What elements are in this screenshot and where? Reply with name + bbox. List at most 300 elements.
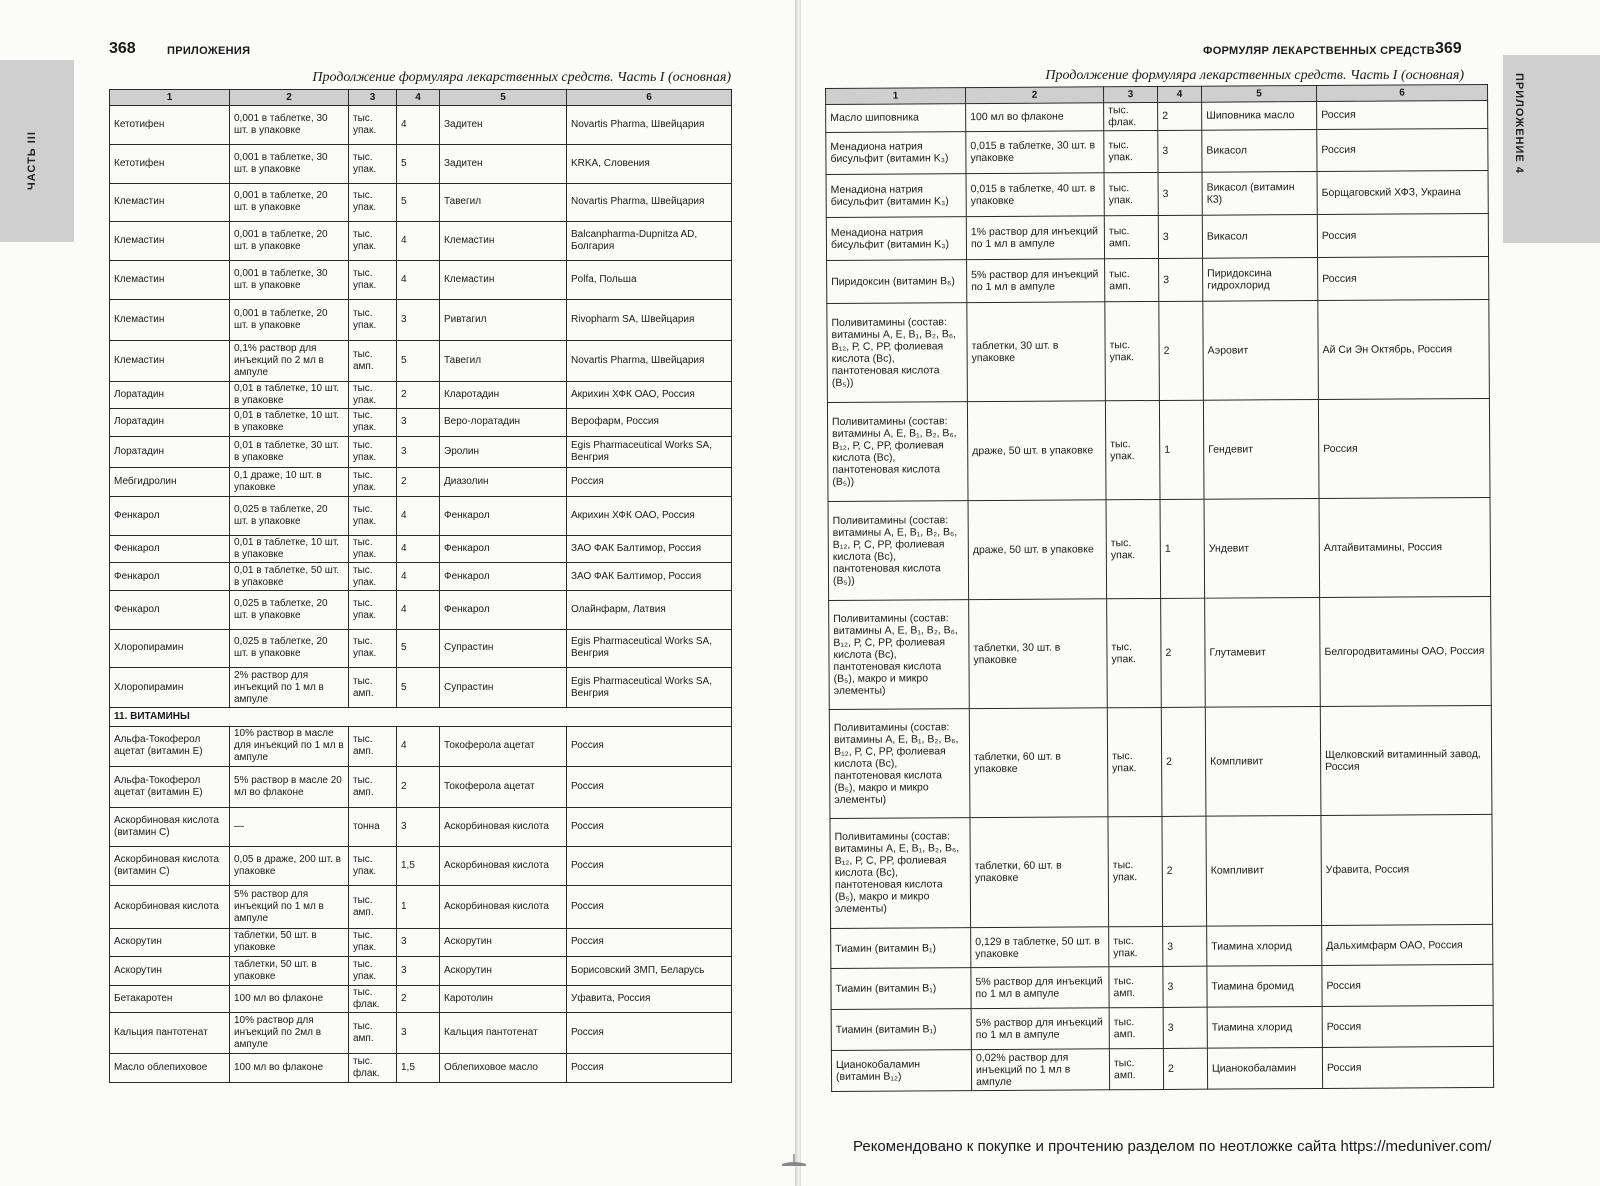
trade-name-cell: Облепиховое масло [440,1054,567,1083]
drug-name-cell: Аскорутин [110,957,230,986]
dosage-form-cell: 0,025 в таблетке, 20 шт. в упаковке [230,496,349,535]
trade-name-cell: Каротолин [440,985,567,1013]
dosage-form-cell: 5% раствор в масле 20 мл во флаконе [230,767,349,808]
level-cell: 3 [1158,130,1202,173]
dosage-form-cell: 0,015 в таблетке, 40 шт. в упаковке [966,173,1104,217]
manufacturer-cell: Россия [567,928,732,957]
table-row [110,885,732,928]
right-side-tab [1503,55,1600,243]
right-page-number: 369 [1435,40,1462,57]
manufacturer-cell: Polfa, Польша [567,261,732,300]
table-row [110,144,732,183]
manufacturer-cell: Россия [567,885,732,928]
level-cell: 5 [397,629,440,668]
trade-name-cell: Тиамина хлорид [1207,1007,1322,1049]
website-recommendation-note: Рекомендовано к покупке и прочтению разделом по неотложке сайта https://meduniver.com/ [853,1138,1492,1155]
manufacturer-cell: Дальхимфарм ОАО, Россия [1322,924,1493,966]
unit-cell: тыс. упак. [349,436,397,468]
unit-cell: тыс. упак. [349,144,397,183]
dosage-form-cell: 0,015 в таблетке, 30 шт. в упаковке [966,130,1104,174]
unit-cell: тыс. упак. [349,261,397,300]
unit-cell: тыс. упак. [349,468,397,497]
unit-cell: тыс. упак. [1109,926,1163,967]
drug-name-cell: Фенкарол [110,535,230,563]
left-header-col-2: 2 [230,90,349,106]
unit-cell: тыс. упак. [349,563,397,591]
level-cell: 3 [1163,926,1207,967]
manufacturer-cell: Egis Pharmaceutical Works SA, Венгрия [567,629,732,668]
level-cell: 5 [397,340,440,381]
table-row [110,668,732,708]
manufacturer-cell: Борщаговский ХФЗ, Украина [1317,171,1488,215]
manufacturer-cell: Rivopharm SA, Швейцария [567,299,732,340]
drug-name-cell: Лоратадин [110,436,230,468]
table-row [831,965,1493,1010]
left-header-col-4: 4 [397,90,440,106]
trade-name-cell: Фенкарол [440,496,567,535]
drug-name-cell: Поливитамины (состав: витамины А, Е, B₁, B₂, B₆, B₁₂, Р, С, РР, фолиевая кислота (Вс), пантотеновая кислота (B₅)) [827,303,968,403]
unit-cell: тонна [349,808,397,847]
dosage-form-cell: 0,129 в таблетке, 50 шт. в упаковке [971,926,1109,968]
dosage-form-cell: 5% раствор для инъекций по 1 мл в ампуле [971,967,1109,1009]
drug-name-cell: Тиамин (витамин B₁) [831,1009,971,1051]
level-cell: 2 [1159,301,1204,400]
dosage-form-cell: 0,05 в драже, 200 шт. в упаковке [230,847,349,886]
dosage-form-cell: таблетки, 50 шт. в упаковке [230,957,349,986]
trade-name-cell: Токоферола ацетат [440,767,567,808]
trade-name-cell: Аскорбиновая кислота [440,885,567,928]
dosage-form-cell: драже, 50 шт. в упаковке [968,500,1107,600]
table-row [110,436,732,468]
trade-name-cell: Тиамина бромид [1207,966,1322,1008]
unit-cell: тыс. амп. [1104,216,1158,259]
drug-name-cell: Пиридоксин (витамин B₆) [827,260,967,304]
manufacturer-cell: Россия [567,1013,732,1054]
unit-cell: тыс. упак. [1107,598,1162,708]
manufacturer-cell: Акрихин ХФК ОАО, Россия [567,496,732,535]
unit-cell: тыс. упак. [349,957,397,986]
level-cell: 4 [397,563,440,591]
dosage-form-cell: 100 мл во флаконе [966,103,1104,131]
spine-fold-mark [782,1150,806,1166]
left-table-header [110,90,732,106]
drug-name-cell: Бетакаротен [110,985,230,1013]
drug-name-cell: Поливитамины (состав: витамины А, Е, B₁, B₂, B₆, B₁₂, Р, С, РР, фолиевая кислота (Bc), пантотеновая кислота (B₅), макро и микро элементы) [830,818,971,928]
level-cell: 3 [397,928,440,957]
dosage-form-cell: 0,025 в таблетке, 20 шт. в упаковке [230,590,349,629]
drug-name-cell: Лоратадин [110,409,230,437]
trade-name-cell: Аскорутин [440,957,567,986]
right-header-col-4: 4 [1157,86,1201,102]
right-header-col-5: 5 [1201,85,1316,102]
drug-name-cell: Фенкарол [110,590,230,629]
level-cell: 2 [1158,102,1202,130]
table-row [110,409,732,437]
trade-name-cell: Цианокобаламин [1207,1048,1322,1090]
drug-name-cell: Аскорутин [110,928,230,957]
drug-name-cell: Масло шиповника [826,104,966,132]
level-cell: 2 [1162,817,1207,926]
level-cell: 4 [397,496,440,535]
drug-name-cell: Аскорбиновая кислота (витамин С) [110,847,230,886]
manufacturer-cell: Олайнфарм, Латвия [567,590,732,629]
level-cell: 1,5 [397,847,440,886]
dosage-form-cell: 0,01 в таблетке, 10 шт. в упаковке [230,409,349,437]
drug-name-cell: Аскорбиновая кислота [110,885,230,928]
level-cell: 3 [397,808,440,847]
dosage-form-cell: 0,025 в таблетке, 20 шт. в упаковке [230,629,349,668]
level-cell: 4 [397,726,440,767]
unit-cell: тыс. упак. [349,299,397,340]
unit-cell: тыс. упак. [349,629,397,668]
level-cell: 4 [397,222,440,261]
dosage-form-cell: 5% раствор для инъекций по 1 мл в ампуле [971,1008,1109,1050]
dosage-form-cell: 0,001 в таблетке, 30 шт. в упаковке [230,106,349,145]
table-row [110,808,732,847]
trade-name-cell: Ундевит [1204,498,1320,598]
drug-name-cell: Фенкарол [110,563,230,591]
table-row [110,496,732,535]
unit-cell: тыс. упак. [1105,301,1160,400]
table-row [110,590,732,629]
left-formulary-table [109,89,732,1083]
dosage-form-cell: 10% раствор в масле для инъекций по 1 мл в ампуле [230,726,349,767]
unit-cell: тыс. упак. [349,847,397,886]
table-row [110,106,732,145]
trade-name-cell: Компливит [1206,816,1322,926]
dosage-form-cell: 1% раствор для инъекций по 1 мл в ампуле [966,216,1104,260]
trade-name-cell: Эролин [440,436,567,468]
drug-name-cell: Кальция пантотенат [110,1013,230,1054]
level-cell: 2 [1161,707,1206,816]
table-row [110,261,732,300]
left-page-number: 368 [109,40,136,57]
manufacturer-cell: Россия [1322,965,1493,1007]
unit-cell: тыс. флак. [1104,102,1158,130]
left-section-title: ПРИЛОЖЕНИЯ [167,45,251,57]
level-cell: 4 [397,535,440,563]
table-row [110,767,732,808]
unit-cell: тыс. упак. [349,928,397,957]
unit-cell: тыс. упак. [349,409,397,437]
dosage-form-cell: драже, 50 шт. в упаковке [967,401,1106,501]
drug-name-cell: Клемастин [110,261,230,300]
right-table-caption: Продолжение формуляра лекарственных средств. Часть I (основная) [1045,68,1464,83]
manufacturer-cell: Россия [1317,128,1488,172]
manufacturer-cell: Balcanpharma-Dupnitza AD, Болгария [567,222,732,261]
drug-name-cell: Тиамин (витамин B₁) [831,927,971,969]
trade-name-cell: Шиповника масло [1202,101,1317,129]
dosage-form-cell: таблетки, 60 шт. в упаковке [969,708,1108,818]
drug-name-cell: Лоратадин [110,381,230,409]
unit-cell: тыс. упак. [1104,130,1158,173]
unit-cell: тыс. упак. [349,106,397,145]
unit-cell: тыс. амп. [349,885,397,928]
left-header-col-5: 5 [440,90,567,106]
drug-name-cell: Поливитамины (состав: витамины А, Е, B₁, B₂, B₆, B₁₂, Р, С, РР, фолиевая кислота (Bc), пантотеновая кислота (B₅)) [828,501,969,601]
level-cell: 2 [397,381,440,409]
table-row [110,847,732,886]
drug-name-cell: Менадиона натрия бисульфит (витамин K₃) [826,131,966,175]
level-cell: 1 [1160,499,1205,598]
table-row [110,222,732,261]
table-row [826,128,1488,175]
table-row [830,815,1493,928]
unit-cell: тыс. флак. [349,1054,397,1083]
table-row [110,381,732,409]
dosage-form-cell: — [230,808,349,847]
level-cell: 2 [397,767,440,808]
unit-cell: тыс. упак. [349,183,397,222]
level-cell: 3 [1159,258,1203,301]
level-cell: 3 [397,409,440,437]
manufacturer-cell: ЗАО ФАК Балтимор, Россия [567,563,732,591]
trade-name-cell: Аскорбиновая кислота [440,847,567,886]
dosage-form-cell: 5% раствор для инъекций по 1 мл в ампуле [230,885,349,928]
level-cell: 5 [397,183,440,222]
trade-name-cell: Пиридоксина гидрохлорид [1203,258,1318,302]
level-cell: 3 [1158,215,1202,258]
trade-name-cell: Викасол [1202,129,1317,173]
trade-name-cell: Задитен [440,144,567,183]
manufacturer-cell: Novartis Pharma, Швейцария [567,106,732,145]
dosage-form-cell: 5% раствор для инъекций по 1 мл в ампуле [967,259,1105,303]
trade-name-cell: Аскорбиновая кислота [440,808,567,847]
table-row [110,183,732,222]
trade-name-cell: Аэровит [1203,300,1319,400]
trade-name-cell: Викасол [1202,215,1317,259]
table-row [826,100,1488,132]
unit-cell: тыс. упак. [349,381,397,409]
level-cell: 3 [397,1013,440,1054]
right-page [801,0,1600,1186]
dosage-form-cell: 0,001 в таблетке, 20 шт. в упаковке [230,299,349,340]
dosage-form-cell: таблетки, 30 шт. в упаковке [969,599,1108,709]
drug-name-cell: Кетотифен [110,106,230,145]
level-cell: 3 [1163,967,1207,1008]
dosage-form-cell: 2% раствор для инъекций по 1 мл в ампуле [230,668,349,708]
level-cell: 1 [397,885,440,928]
dosage-form-cell: 0,001 в таблетке, 20 шт. в упаковке [230,222,349,261]
manufacturer-cell: Белгородвитамины ОАО, Россия [1320,596,1492,706]
level-cell: 4 [397,261,440,300]
table-row [829,596,1492,709]
left-side-tab-label: ЧАСТЬ III [26,131,38,190]
unit-cell: тыс. амп. [349,668,397,708]
manufacturer-cell: Борисовский ЗМП, Беларусь [567,957,732,986]
level-cell: 5 [397,668,440,708]
table-row [828,497,1491,600]
manufacturer-cell: Россия [1322,1006,1493,1048]
drug-name-cell: Цианокобаламин (витамин B₁₂) [831,1050,971,1092]
manufacturer-cell: Россия [567,808,732,847]
drug-name-cell: Клемастин [110,299,230,340]
drug-name-cell: Менадиона натрия бисульфит (витамин K₃) [826,174,966,218]
trade-name-cell: Задитен [440,106,567,145]
trade-name-cell: Веро-лоратадин [440,409,567,437]
level-cell: 2 [397,985,440,1013]
dosage-form-cell: таблетки, 30 шт. в упаковке [967,302,1106,402]
left-side-tab [0,60,74,242]
dosage-form-cell: 0,001 в таблетке, 30 шт. в упаковке [230,261,349,300]
level-cell: 4 [397,106,440,145]
manufacturer-cell: Ай Си Эн Октябрь, Россия [1318,299,1490,399]
manufacturer-cell: Россия [567,767,732,808]
manufacturer-cell: KRKA, Словения [567,144,732,183]
table-row [829,706,1492,819]
level-cell: 3 [1158,173,1202,216]
table-row [110,299,732,340]
manufacturer-cell: Россия [1322,1046,1493,1088]
drug-name-cell: Мебгидролин [110,468,230,497]
unit-cell: тыс. амп. [349,726,397,767]
unit-cell: тыс. амп. [349,1013,397,1054]
table-row [110,468,732,497]
manufacturer-cell: Россия [1318,257,1489,301]
table-row [110,726,732,767]
drug-name-cell: Тиамин (витамин B₁) [831,968,971,1010]
right-formulary-table [825,84,1494,1092]
manufacturer-cell: Россия [1318,398,1490,498]
table-row [110,629,732,668]
manufacturer-cell: Акрихин ХФК ОАО, Россия [567,381,732,409]
level-cell: 1 [1159,400,1204,499]
right-header-col-3: 3 [1103,86,1157,102]
table-row [110,1013,732,1054]
table-row [110,535,732,563]
table-row [110,985,732,1013]
manufacturer-cell: Уфавита, Россия [567,985,732,1013]
trade-name-cell: Аскорутин [440,928,567,957]
level-cell: 3 [397,436,440,468]
manufacturer-cell: Egis Pharmaceutical Works SA, Венгрия [567,668,732,708]
unit-cell: тыс. упак. [349,590,397,629]
trade-name-cell: Тавегил [440,340,567,381]
manufacturer-cell: ЗАО ФАК Балтимор, Россия [567,535,732,563]
level-cell: 2 [1161,598,1206,707]
unit-cell: тыс. амп. [349,767,397,808]
dosage-form-cell: 0,1% раствор для инъекций по 2 мл в ампуле [230,340,349,381]
manufacturer-cell: Россия [567,726,732,767]
table-row [827,398,1490,501]
drug-name-cell: Фенкарол [110,496,230,535]
manufacturer-cell: Алтайвитамины, Россия [1319,497,1491,597]
left-page [0,0,795,1186]
table-row [110,928,732,957]
manufacturer-cell: Россия [567,847,732,886]
unit-cell: тыс. упак. [1108,817,1163,927]
drug-name-cell: Альфа-Токоферол ацетат (витамин Е) [110,726,230,767]
dosage-form-cell: 0,02% раствор для инъекций по 1 мл в ампуле [971,1049,1109,1091]
dosage-form-cell: 0,1 драже, 10 шт. в упаковке [230,468,349,497]
section-heading: 11. ВИТАМИНЫ [110,708,732,726]
table-row [831,924,1493,969]
manufacturer-cell: Верофарм, Россия [567,409,732,437]
dosage-form-cell: 0,01 в таблетке, 10 шт. в упаковке [230,381,349,409]
trade-name-cell: Кальция пантотенат [440,1013,567,1054]
table-row [827,257,1489,304]
table-row [831,1006,1493,1051]
level-cell: 5 [397,144,440,183]
dosage-form-cell: таблетки, 50 шт. в упаковке [230,928,349,957]
manufacturer-cell: Россия [1317,100,1488,129]
manufacturer-cell: Уфавита, Россия [1321,815,1493,925]
level-cell: 3 [397,957,440,986]
drug-name-cell: Хлоропирамин [110,668,230,708]
table-row [827,299,1490,402]
trade-name-cell: Супрастин [440,629,567,668]
trade-name-cell: Тавегил [440,183,567,222]
unit-cell: тыс. амп. [349,340,397,381]
unit-cell: тыс. амп. [1109,1048,1163,1089]
drug-name-cell: Менадиона натрия бисульфит (витамин K₃) [826,217,966,261]
manufacturer-cell: Россия [1317,214,1488,258]
unit-cell: тыс. амп. [1109,967,1163,1008]
unit-cell: тыс. упак. [1106,499,1161,598]
trade-name-cell: Гендевит [1203,399,1319,499]
drug-name-cell: Аскорбиновая кислота (витамин С) [110,808,230,847]
dosage-form-cell: 100 мл во флаконе [230,985,349,1013]
manufacturer-cell: Novartis Pharma, Швейцария [567,340,732,381]
drug-name-cell: Поливитамины (состав: витамины А, Е, B₁, B₂, B₆, B₁₂, Р, С, РР, фолиевая кислота (Bc), пантотеновая кислота (B₅), макро и микро элементы) [829,600,970,710]
trade-name-cell: Диазолин [440,468,567,497]
dosage-form-cell: 0,01 в таблетке, 50 шт. в упаковке [230,563,349,591]
drug-name-cell: Клемастин [110,183,230,222]
unit-cell: тыс. упак. [349,496,397,535]
table-row [110,563,732,591]
right-section-title: ФОРМУЛЯР ЛЕКАРСТВЕННЫХ СРЕДСТВ [1203,45,1436,57]
table-row [110,957,732,986]
drug-name-cell: Клемастин [110,340,230,381]
level-cell: 3 [1163,1007,1207,1048]
trade-name-cell: Фенкарол [440,535,567,563]
unit-cell: тыс. амп. [1105,259,1159,302]
dosage-form-cell: 0,001 в таблетке, 30 шт. в упаковке [230,144,349,183]
trade-name-cell: Клемастин [440,222,567,261]
trade-name-cell: Компливит [1205,707,1321,817]
right-header-col-6: 6 [1316,84,1487,101]
dosage-form-cell: 0,001 в таблетке, 20 шт. в упаковке [230,183,349,222]
right-side-tab-label: ПРИЛОЖЕНИЕ 4 [1513,73,1525,174]
dosage-form-cell: 10% раствор для инъекций по 2мл в ампуле [230,1013,349,1054]
unit-cell: тыс. упак. [349,222,397,261]
table-section-row [110,708,732,726]
right-header-col-1: 1 [826,88,966,105]
level-cell: 2 [1163,1048,1207,1089]
dosage-form-cell: 0,01 в таблетке, 30 шт. в упаковке [230,436,349,468]
unit-cell: тыс. упак. [1107,708,1162,818]
left-table-caption: Продолжение формуляра лекарственных средств. Часть I (основная) [312,70,731,85]
trade-name-cell: Фенкарол [440,590,567,629]
left-header-col-1: 1 [110,90,230,106]
unit-cell: тыс. упак. [1105,400,1160,499]
unit-cell: тыс. упак. [349,535,397,563]
drug-name-cell: Клемастин [110,222,230,261]
drug-name-cell: Поливитамины (состав: витамины А, Е, B₁, B₂, B₆, B₁₂, Р, С, РР, фолиевая кислота (Bc), пантотеновая кислота (B₅), макро и микро элементы) [829,709,970,819]
table-row [831,1046,1493,1091]
dosage-form-cell: 0,01 в таблетке, 10 шт. в упаковке [230,535,349,563]
level-cell: 4 [397,590,440,629]
trade-name-cell: Ривтагил [440,299,567,340]
dosage-form-cell: 100 мл во флаконе [230,1054,349,1083]
level-cell: 3 [397,299,440,340]
drug-name-cell: Альфа-Токоферол ацетат (витамин Е) [110,767,230,808]
dosage-form-cell: таблетки, 60 шт. в упаковке [970,817,1109,927]
trade-name-cell: Супрастин [440,668,567,708]
trade-name-cell: Токоферола ацетат [440,726,567,767]
trade-name-cell: Глутамевит [1205,597,1321,707]
table-row [826,214,1488,261]
